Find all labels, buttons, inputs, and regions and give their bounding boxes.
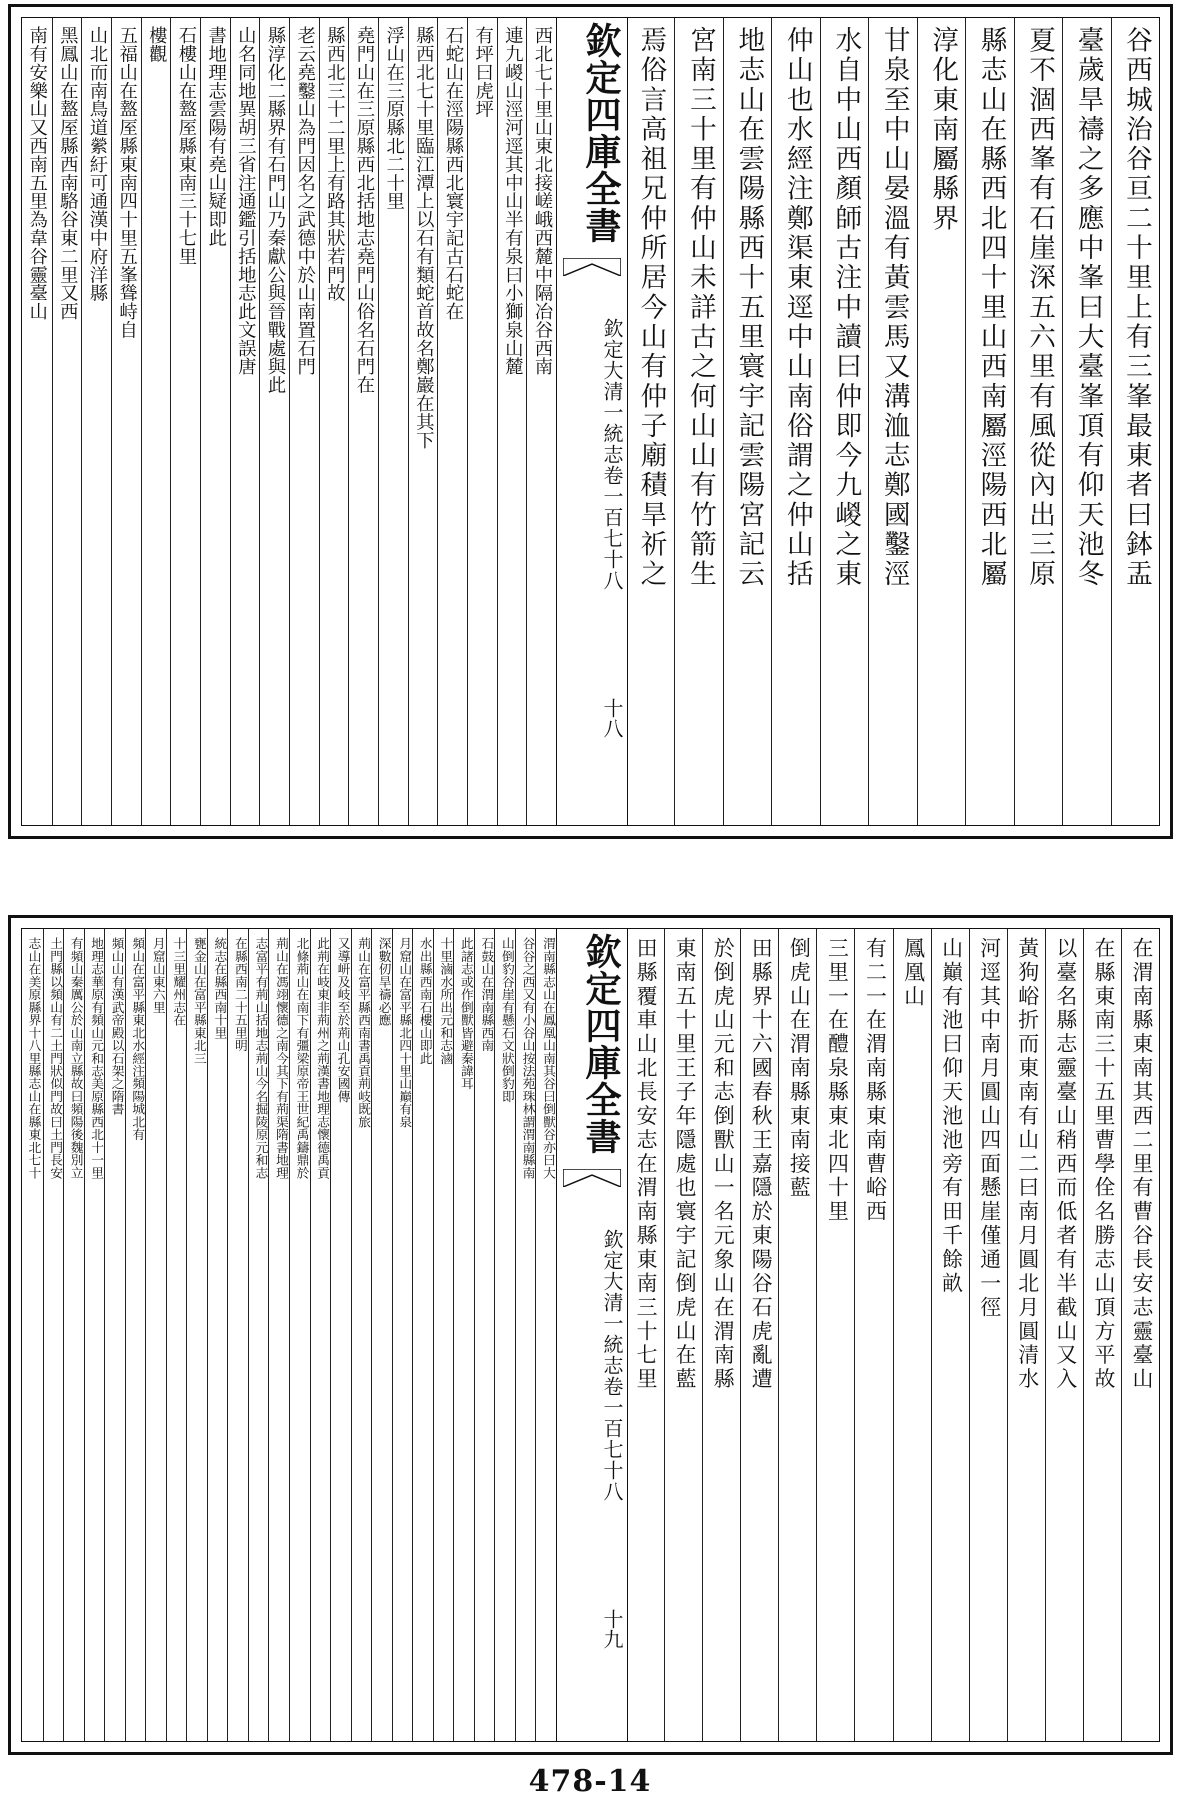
text-column bbox=[330, 929, 352, 1741]
fish-tail-mark bbox=[563, 1169, 621, 1187]
column-text: 此諸志或作倒獸皆避秦諱耳 bbox=[457, 937, 473, 1090]
text-column bbox=[969, 929, 1008, 1741]
text-column bbox=[1007, 929, 1046, 1741]
text-column bbox=[289, 18, 320, 825]
text-column bbox=[1014, 18, 1063, 825]
text-column bbox=[392, 929, 414, 1741]
column-text: 黑鳳山在盩厔縣西南駱谷東二里又西 bbox=[57, 26, 79, 321]
text-column bbox=[494, 929, 516, 1741]
text-column bbox=[81, 18, 112, 825]
column-text: 南有安樂山又西南五里為韋谷靈臺山 bbox=[26, 26, 48, 321]
column-text: 石樓山在盩厔縣東南三十七里 bbox=[175, 26, 197, 266]
text-column bbox=[453, 929, 475, 1741]
text-column bbox=[170, 18, 201, 825]
text-column bbox=[371, 929, 393, 1741]
column-text: 樓觀 bbox=[146, 26, 168, 63]
text-column bbox=[433, 929, 455, 1741]
column-text: 書地理志雲陽有堯山疑即此 bbox=[205, 26, 227, 247]
column-text: 山名同地異胡三省注通鑑引括地志此文誤唐 bbox=[235, 26, 257, 376]
fish-tail-mark bbox=[563, 258, 621, 276]
column-text: 志山在美原縣界十八里縣志山在縣東北七十 bbox=[25, 937, 41, 1179]
page-center-strip bbox=[556, 929, 628, 1741]
text-column bbox=[965, 18, 1014, 825]
text-column bbox=[674, 18, 723, 825]
column-text: 山倒豹谷崖有懸石文狀倒豹即 bbox=[498, 937, 514, 1103]
column-text: 縣淳化二縣界有石門山乃秦獻公與晉戰處與此 bbox=[264, 26, 286, 394]
text-column bbox=[141, 18, 172, 825]
text-column bbox=[22, 18, 52, 825]
column-text: 夏不涸西峯有石崖深五六里有風從內出三原 bbox=[1024, 26, 1056, 590]
column-text: 十三里耀州志在 bbox=[170, 937, 186, 1027]
column-text: 又導岍及岐至於荊山孔安國傳 bbox=[334, 937, 350, 1103]
column-text: 臺歲旱禱之多應中峯曰大臺峯頂有仰天池冬 bbox=[1072, 26, 1104, 590]
column-text: 宮南三十里有仲山未詳古之何山山有竹箭生 bbox=[684, 26, 716, 590]
text-column bbox=[43, 929, 65, 1741]
text-column bbox=[310, 929, 332, 1741]
text-column bbox=[1045, 929, 1084, 1741]
column-text: 縣志山在縣西北四十里山西南屬涇陽西北屬 bbox=[975, 26, 1007, 590]
text-column bbox=[664, 929, 703, 1741]
column-text: 地理志華原有頻山元和志美原縣西北十一里 bbox=[88, 937, 104, 1179]
text-column bbox=[289, 929, 311, 1741]
column-text: 有坪曰虎坪 bbox=[472, 26, 494, 118]
column-text: 谷谷之西又有小谷山按法苑珠林謂渭南縣南 bbox=[519, 937, 535, 1179]
column-text: 西北七十里山東北接嵯峨西麓中隔冶谷西南 bbox=[531, 26, 553, 376]
column-text: 統志在縣西南十里 bbox=[211, 937, 227, 1039]
upper-page-frame bbox=[8, 4, 1173, 839]
text-column bbox=[186, 929, 208, 1741]
text-column bbox=[227, 929, 249, 1741]
book-title: 欽定四庫全書 bbox=[580, 22, 622, 244]
text-column bbox=[259, 18, 290, 825]
column-text: 渭南縣志山在鳳凰山南其谷曰倒獸谷亦曰大 bbox=[539, 937, 555, 1179]
column-text: 有二一在渭南縣東南曹峪西 bbox=[862, 937, 887, 1225]
column-text: 此荊在岐東非荊州之荊漢書地理志懷德禹貢 bbox=[314, 937, 330, 1179]
column-text: 谷西城治谷亘二十里上有三峯最東者曰鉢盂 bbox=[1120, 26, 1152, 590]
text-column bbox=[145, 929, 167, 1741]
column-text: 月窟山在富平縣北四十里山巔有泉 bbox=[396, 937, 412, 1128]
text-column bbox=[467, 18, 498, 825]
page-footer-code: 478-14 bbox=[528, 1764, 652, 1799]
column-text: 縣西北七十里臨江潭上以石有類蛇首故名鄭巖在其下 bbox=[413, 26, 435, 449]
column-text: 甕金山在富平縣東北三 bbox=[190, 937, 206, 1065]
column-text: 連九嵕山涇河逕其中山半有泉曰小獅泉山麓 bbox=[502, 26, 524, 376]
column-text: 頻山山有漢武帝殿以石架之隋書 bbox=[108, 937, 124, 1116]
column-text: 於倒虎山元和志倒獸山一名元象山在渭南縣 bbox=[710, 937, 735, 1392]
text-column bbox=[52, 18, 83, 825]
text-column bbox=[1111, 18, 1160, 825]
column-text: 田縣界十六國春秋王嘉隱於東陽谷石虎亂遭 bbox=[748, 937, 773, 1392]
text-column bbox=[63, 929, 85, 1741]
column-text: 北條荊山在南下有彊梁原帝王世紀禹鑄鼎於 bbox=[293, 937, 309, 1179]
text-column bbox=[820, 18, 869, 825]
text-column bbox=[931, 929, 970, 1741]
column-text: 仲山也水經注鄭渠東逕中山南俗謂之仲山括 bbox=[781, 26, 813, 590]
column-text: 深數仞旱禱必應 bbox=[375, 937, 391, 1027]
column-text: 水出縣西南石樓山即此 bbox=[416, 937, 432, 1065]
column-text: 有頻山秦厲公於山南立縣故曰頻陽後魏別立 bbox=[67, 937, 83, 1179]
column-text: 頻山在富平縣東北水經注頻陽城北有 bbox=[129, 937, 145, 1141]
book-title: 欽定四庫全書 bbox=[580, 933, 622, 1155]
column-text: 荊山在富平縣西南書禹貢荊岐既旅 bbox=[355, 937, 371, 1128]
lower-page-text-area bbox=[21, 928, 1160, 1742]
page-number: 十八 bbox=[600, 698, 624, 738]
column-text: 三里一在醴泉縣東北四十里 bbox=[824, 937, 849, 1225]
text-column bbox=[893, 929, 932, 1741]
lower-page-frame bbox=[8, 915, 1173, 1755]
text-column bbox=[84, 929, 106, 1741]
text-column bbox=[378, 18, 409, 825]
text-column bbox=[917, 18, 966, 825]
text-column bbox=[230, 18, 261, 825]
text-column bbox=[1121, 929, 1160, 1741]
text-column bbox=[437, 18, 468, 825]
column-text: 東南五十里王子年隱處也寰宇記倒虎山在藍 bbox=[672, 937, 697, 1392]
text-column bbox=[740, 929, 779, 1741]
text-column bbox=[868, 18, 917, 825]
text-column bbox=[408, 18, 439, 825]
text-column bbox=[515, 929, 537, 1741]
volume-label: 欽定大清一統志卷一百七十八 bbox=[600, 318, 624, 591]
column-text: 山巔有池曰仰天池池旁有田千餘畝 bbox=[938, 937, 963, 1296]
text-column bbox=[22, 929, 43, 1741]
column-text: 月窟山東六里 bbox=[149, 937, 165, 1014]
page-center-strip bbox=[556, 18, 628, 825]
text-column bbox=[1083, 929, 1122, 1741]
column-text: 甘泉至中山晏溫有黃雲馬又溝洫志鄭國鑿涇 bbox=[878, 26, 910, 590]
text-column bbox=[771, 18, 820, 825]
column-text: 焉俗言高祖兄仲所居今山有仲子廟積旱祈之 bbox=[635, 26, 667, 590]
column-text: 荊山在馮翊懷德之南今其下有荊渠隋書地理 bbox=[272, 937, 288, 1179]
text-column bbox=[412, 929, 434, 1741]
text-column bbox=[111, 18, 142, 825]
column-text: 黃狗峪折而東南有山二曰南月圓北月圓清水 bbox=[1014, 937, 1039, 1392]
text-column bbox=[526, 18, 557, 825]
column-text: 河逕其中南月圓山四面懸崖僅通一徑 bbox=[976, 937, 1001, 1320]
text-column bbox=[702, 929, 741, 1741]
column-text: 石鼓山在渭南縣西南 bbox=[478, 937, 494, 1052]
column-text: 以臺名縣志靈臺山稍西而低者有半截山又入 bbox=[1052, 937, 1077, 1392]
text-column bbox=[248, 929, 270, 1741]
column-text: 山北而南鳥道縈紆可通漢中府洋縣 bbox=[86, 26, 108, 302]
column-text: 在縣西南二十五里明 bbox=[231, 937, 247, 1052]
text-column bbox=[778, 929, 817, 1741]
column-text: 在縣東南三十五里曹學佺名勝志山頂方平故 bbox=[1090, 937, 1115, 1392]
text-column bbox=[723, 18, 772, 825]
text-column bbox=[1062, 18, 1111, 825]
column-text: 在渭南縣東南其西二里有曹谷長安志靈臺山 bbox=[1128, 937, 1153, 1392]
column-text: 志富平有荊山括地志荊山今名掘陵原元和志 bbox=[252, 937, 268, 1179]
text-column bbox=[207, 929, 229, 1741]
column-text: 土門縣以頻山有二土門狀似門故曰土門長安 bbox=[47, 937, 63, 1179]
volume-label: 欽定大清一統志卷一百七十八 bbox=[600, 1229, 624, 1502]
text-column bbox=[200, 18, 231, 825]
text-column bbox=[268, 929, 290, 1741]
text-column bbox=[854, 929, 893, 1741]
text-column bbox=[497, 18, 528, 825]
column-text: 鳳凰山 bbox=[900, 937, 925, 1009]
text-column bbox=[474, 929, 496, 1741]
upper-page-text-area bbox=[21, 17, 1160, 826]
column-text: 十里滷水所出元和志滷 bbox=[437, 937, 453, 1065]
text-column bbox=[626, 929, 664, 1741]
text-column bbox=[816, 929, 855, 1741]
column-text: 倒虎山在渭南縣東南接藍 bbox=[786, 937, 811, 1201]
text-column bbox=[125, 929, 147, 1741]
column-text: 水自中山西顏師古注中讀曰仲即今九嵕之東 bbox=[830, 26, 862, 590]
text-column bbox=[626, 18, 674, 825]
text-column bbox=[319, 18, 350, 825]
column-text: 浮山在三原縣北二十里 bbox=[383, 26, 405, 210]
column-text: 田縣覆車山北長安志在渭南縣東南三十七里 bbox=[633, 937, 658, 1392]
text-column bbox=[104, 929, 126, 1741]
column-text: 地志山在雲陽縣西十五里寰宇記雲陽宮記云 bbox=[733, 26, 765, 590]
text-column bbox=[348, 18, 379, 825]
column-text: 石蛇山在涇陽縣西北寰宇記古石蛇在 bbox=[442, 26, 464, 321]
column-text: 淳化東南屬縣界 bbox=[927, 26, 959, 234]
column-text: 老云堯鑿山為門因名之武德中於山南置石門 bbox=[294, 26, 316, 376]
page-number: 十九 bbox=[600, 1609, 624, 1649]
column-text: 五福山在盩厔縣東南四十里五峯聳峙自 bbox=[116, 26, 138, 339]
column-text: 堯門山在三原縣西北括地志堯門山俗名石門在 bbox=[353, 26, 375, 394]
text-column bbox=[351, 929, 373, 1741]
column-text: 縣西北三十二里上有路其狀若門故 bbox=[324, 26, 346, 302]
text-column bbox=[535, 929, 557, 1741]
text-column bbox=[166, 929, 188, 1741]
